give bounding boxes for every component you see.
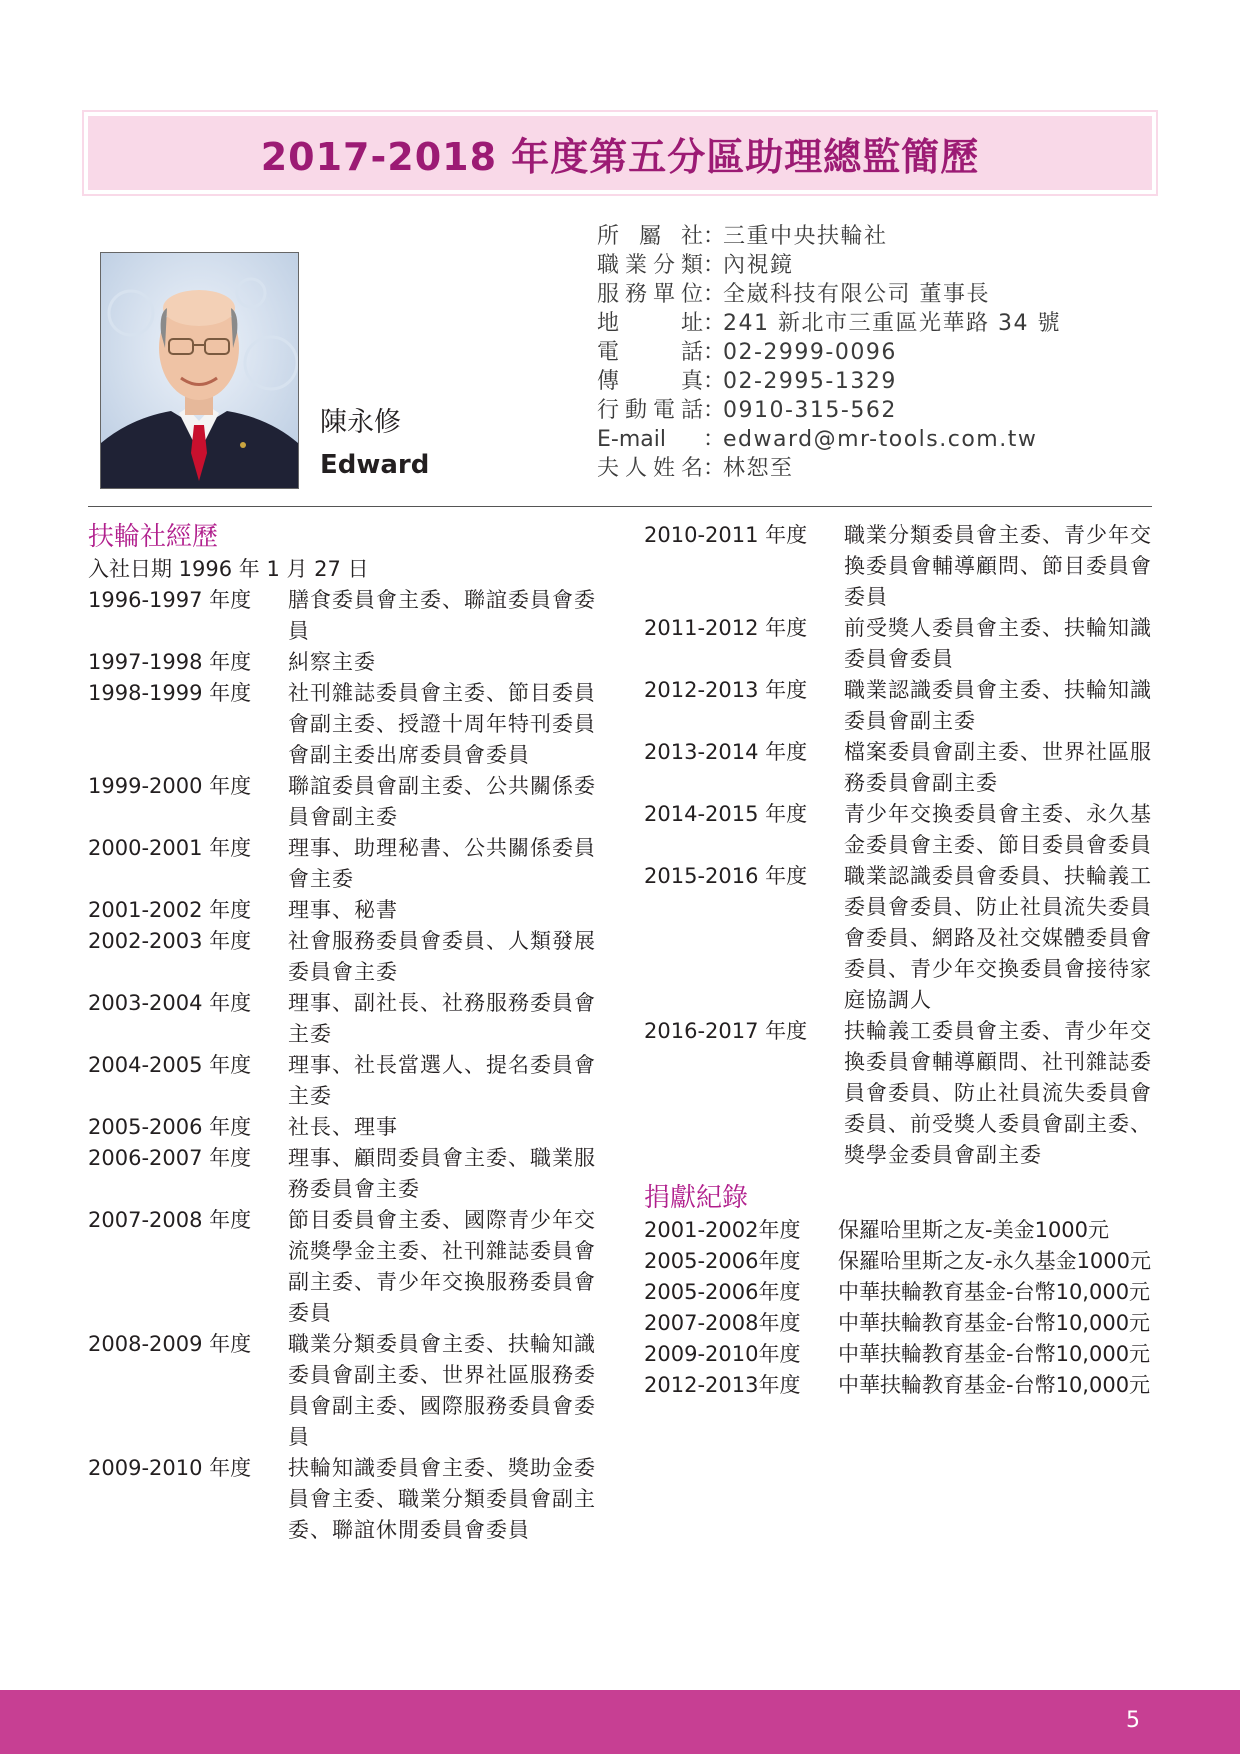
info-row-employer — [597, 280, 1061, 309]
history-row — [88, 1143, 608, 1205]
donation-text: 中華扶輪教育基金-台幣10,000元 — [838, 1280, 1151, 1304]
history-role: 職業認識委員會主委、扶輪知識委員會副主委 — [844, 678, 1152, 733]
info-separator: ： — [703, 427, 726, 452]
history-year: 1999-2000 年度 — [88, 774, 252, 798]
history-row — [88, 1205, 608, 1329]
history-role: 理事、顧問委員會主委、職業服務委員會主委 — [288, 1146, 596, 1201]
info-value: 241 新北市三重區光華路 34 號 — [723, 311, 1061, 336]
donation-year: 2012-2013年度 — [644, 1373, 801, 1397]
history-role: 膳食委員會主委、聯誼委員會委員 — [288, 588, 596, 643]
contact-info — [597, 222, 1061, 483]
info-value: 三重中央扶輪社 — [723, 224, 888, 249]
history-role: 扶輪義工委員會主委、青少年交換委員會輔導顧問、社刊雜誌委員會委員、防止社員流失委員會委員、前受獎人委員會副主委、獎學金委員會副主委 — [844, 1019, 1152, 1167]
history-row — [88, 678, 608, 771]
portrait-photo — [100, 252, 299, 489]
history-row — [644, 799, 1154, 861]
history-role: 理事、副社長、社務服務委員會主委 — [288, 991, 596, 1046]
info-label: 夫人姓名 — [597, 456, 703, 481]
history-row — [88, 1329, 608, 1453]
history-year: 1997-1998 年度 — [88, 650, 252, 674]
info-separator: ： — [703, 369, 726, 394]
history-year: 2008-2009 年度 — [88, 1332, 252, 1356]
history-role: 前受獎人委員會主委、扶輪知識委員會委員 — [844, 616, 1152, 671]
history-row — [644, 1016, 1154, 1171]
info-separator: ： — [703, 340, 726, 365]
portrait-image — [101, 253, 298, 488]
history-role: 理事、助理秘書、公共關係委員會主委 — [288, 836, 596, 891]
donation-row — [644, 1277, 1154, 1308]
info-row-mobile — [597, 396, 1061, 425]
history-year: 2014-2015 年度 — [644, 802, 808, 826]
history-role: 糾察主委 — [288, 650, 376, 674]
info-row-club — [597, 222, 1061, 251]
history-row — [88, 833, 608, 895]
history-right-column — [644, 520, 1154, 1401]
history-role: 社刊雜誌委員會主委、節目委員會副主委、授證十周年特刊委員會副主委出席委員會委員 — [288, 681, 596, 767]
history-left-column — [88, 520, 608, 1546]
section-divider — [88, 506, 1152, 507]
info-value: edward@mr-tools.com.tw — [723, 427, 1038, 452]
history-role: 社長、理事 — [288, 1115, 398, 1139]
history-heading: 扶輪社經歷 — [88, 522, 219, 552]
info-separator: ： — [703, 224, 726, 249]
history-row — [644, 861, 1154, 1016]
info-value: 02-2995-1329 — [723, 369, 897, 394]
history-year: 2015-2016 年度 — [644, 864, 808, 888]
donation-year: 2005-2006年度 — [644, 1280, 801, 1304]
info-label: 行動電話 — [597, 398, 703, 423]
info-row-email — [597, 425, 1061, 454]
history-year: 2004-2005 年度 — [88, 1053, 252, 1077]
history-row — [644, 675, 1154, 737]
history-year: 2012-2013 年度 — [644, 678, 808, 702]
info-label: 所屬社 — [597, 224, 703, 249]
history-year: 2000-2001 年度 — [88, 836, 252, 860]
person-name-chinese: 陳永修 — [320, 407, 401, 438]
info-separator: ： — [703, 253, 726, 278]
history-role: 社會服務委員會委員、人類發展委員會主委 — [288, 929, 596, 984]
donation-row — [644, 1339, 1154, 1370]
history-row — [644, 613, 1154, 675]
history-row — [644, 520, 1154, 613]
info-separator: ： — [703, 398, 726, 423]
donation-text: 保羅哈里斯之友-美金1000元 — [838, 1218, 1110, 1242]
history-row — [88, 647, 608, 678]
info-separator: ： — [703, 282, 726, 307]
history-role: 理事、社長當選人、提名委員會主委 — [288, 1053, 596, 1108]
info-label: 電話 — [597, 340, 703, 365]
history-row — [88, 1112, 608, 1143]
history-row — [88, 1453, 608, 1546]
donation-year: 2009-2010年度 — [644, 1342, 801, 1366]
person-name-english: Edward — [320, 450, 430, 480]
join-date: 入社日期 1996 年 1 月 27 日 — [88, 557, 369, 581]
history-year: 2013-2014 年度 — [644, 740, 808, 764]
history-year: 2005-2006 年度 — [88, 1115, 252, 1139]
donation-year: 2005-2006年度 — [644, 1249, 801, 1273]
info-row-fax — [597, 367, 1061, 396]
history-row — [88, 988, 608, 1050]
history-year: 2010-2011 年度 — [644, 523, 808, 547]
info-label: 服務單位 — [597, 282, 703, 307]
info-value: 林恕至 — [723, 456, 794, 481]
history-row — [88, 926, 608, 988]
donation-text: 中華扶輪教育基金-台幣10,000元 — [838, 1373, 1151, 1397]
history-row — [644, 737, 1154, 799]
page-number: 5 — [1126, 1708, 1140, 1733]
info-row-spouse — [597, 454, 1061, 483]
history-role: 節目委員會主委、國際青少年交流獎學金主委、社刊雜誌委員會副主委、青少年交換服務委員會委員 — [288, 1208, 596, 1325]
info-row-classification — [597, 251, 1061, 280]
history-role: 職業分類委員會主委、青少年交換委員會輔導顧問、節目委員會委員 — [844, 523, 1152, 609]
donations-heading: 捐獻紀錄 — [644, 1183, 749, 1213]
info-label: 傳真 — [597, 369, 703, 394]
history-year: 2009-2010 年度 — [88, 1456, 252, 1480]
info-separator: ： — [703, 311, 726, 336]
history-year: 2011-2012 年度 — [644, 616, 808, 640]
history-year: 2007-2008 年度 — [88, 1208, 252, 1232]
donation-row — [644, 1308, 1154, 1339]
info-label: 地址 — [597, 311, 703, 336]
donation-row — [644, 1370, 1154, 1401]
info-value: 內視鏡 — [723, 253, 794, 278]
history-year: 2006-2007 年度 — [88, 1146, 252, 1170]
history-role: 扶輪知識委員會主委、獎助金委員會主委、職業分類委員會副主委、聯誼休閒委員會委員 — [288, 1456, 596, 1542]
title-banner — [88, 116, 1152, 190]
history-role: 職業分類委員會主委、扶輪知識委員會副主委、世界社區服務委員會副主委、國際服務委員會委員 — [288, 1332, 596, 1449]
donation-row — [644, 1246, 1154, 1277]
history-year: 2016-2017 年度 — [644, 1019, 808, 1043]
info-row-address — [597, 309, 1061, 338]
history-year: 1998-1999 年度 — [88, 681, 252, 705]
donation-row — [644, 1215, 1154, 1246]
info-value: 0910-315-562 — [723, 398, 897, 423]
history-row — [88, 771, 608, 833]
history-year: 2002-2003 年度 — [88, 929, 252, 953]
info-label: E-mail — [597, 427, 666, 452]
history-year: 2001-2002 年度 — [88, 898, 252, 922]
donation-text: 中華扶輪教育基金-台幣10,000元 — [838, 1342, 1151, 1366]
info-separator: ： — [703, 456, 726, 481]
info-row-phone — [597, 338, 1061, 367]
donation-year: 2001-2002年度 — [644, 1218, 801, 1242]
page-title: 2017-2018 年度第五分區助理總監簡歷 — [260, 134, 980, 179]
history-role: 聯誼委員會副主委、公共關係委員會副主委 — [288, 774, 596, 829]
info-value: 02-2999-0096 — [723, 340, 897, 365]
donation-text: 保羅哈里斯之友-永久基金1000元 — [838, 1249, 1152, 1273]
history-role: 檔案委員會副主委、世界社區服務委員會副主委 — [844, 740, 1152, 795]
donation-year: 2007-2008年度 — [644, 1311, 801, 1335]
footer-bar — [0, 1690, 1240, 1754]
history-row — [88, 1050, 608, 1112]
history-row — [88, 895, 608, 926]
history-role: 職業認識委員會委員、扶輪義工委員會委員、防止社員流失委員會委員、網路及社交媒體委員會委員、青少年交換委員會接待家庭協調人 — [844, 864, 1152, 1012]
donation-text: 中華扶輪教育基金-台幣10,000元 — [838, 1311, 1151, 1335]
info-value: 全崴科技有限公司 董事長 — [723, 282, 990, 307]
history-year: 2003-2004 年度 — [88, 991, 252, 1015]
history-year: 1996-1997 年度 — [88, 588, 252, 612]
history-role: 理事、秘書 — [288, 898, 398, 922]
history-role: 青少年交換委員會主委、永久基金委員會主委、節目委員會委員 — [844, 802, 1152, 857]
info-label: 職業分類 — [597, 253, 703, 278]
history-row — [88, 585, 608, 647]
